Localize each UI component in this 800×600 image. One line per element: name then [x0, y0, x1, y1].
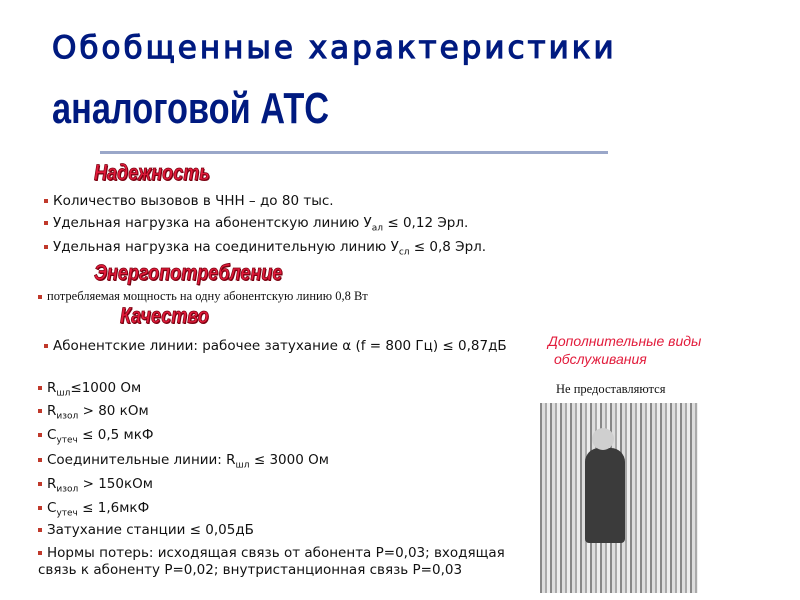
- bullet: [44, 245, 48, 249]
- heading-quality: Качество: [120, 303, 209, 328]
- bullet: [44, 221, 48, 225]
- quality-item-connecting-lines: Соединительные линии: $R_{шл} \le 3000$ Ом: [38, 452, 329, 475]
- bullet: [38, 433, 42, 437]
- reliability-item-2: Удельная нагрузка на абонентскую линию $У_{ал} \le 0,12$ Эрл.: [44, 215, 468, 238]
- technician-figure: [585, 448, 625, 543]
- title-line-2: аналоговой АТС: [52, 84, 330, 133]
- extra-services-heading-2: обслуживания: [554, 351, 647, 367]
- bullet: [38, 409, 42, 413]
- quality-item-subscriber-lines: Абонентские линии: рабочее затухание α (f = 800 Гц) ≤ 0,87дБ: [44, 338, 524, 355]
- quality-item-r-shl: $R_{шл}\le 1000$ Ом: [38, 380, 141, 403]
- heading-reliability: Надежность: [94, 160, 210, 185]
- bullet: [38, 482, 42, 486]
- bullet: [38, 551, 42, 555]
- quality-item-r-izol: $R_{изол} > 80$ кОм: [38, 403, 149, 426]
- bullet: [38, 295, 42, 299]
- bullet: [44, 199, 48, 203]
- reliability-item-3: Удельная нагрузка на соединительную линию $У_{сл} \le 0,8$ Эрл.: [44, 239, 486, 262]
- heading-power: Энергопотребление: [94, 260, 283, 285]
- bullet: [44, 344, 48, 348]
- bullet: [38, 506, 42, 510]
- divider: [100, 151, 608, 154]
- reliability-item-1: Количество вызовов в ЧНН – до 80 тыс.: [44, 193, 334, 210]
- title-line-1: Обобщенные характеристики: [52, 30, 617, 66]
- quality-item-c-utech: $C_{утеч} \le 0,5$ мкФ: [38, 427, 154, 450]
- extra-services-value: Не предоставляются: [556, 382, 666, 396]
- bullet: [38, 386, 42, 390]
- quality-item-r-izol-2: $R_{изол} > 150кОм$: [38, 476, 153, 499]
- quality-item-c-utech-2: $C_{утеч} \le 1,6мкФ$: [38, 500, 149, 523]
- quality-item-loss-norms: Нормы потерь: исходящая связь от абонента P=0,03; входящая связь к абоненту P=0,02; внутристанционная связь P=0,03: [38, 545, 505, 578]
- bullet: [38, 528, 42, 532]
- quality-item-station-attenuation: Затухание станции ≤ 0,05дБ: [38, 522, 254, 539]
- technician-head: [592, 428, 614, 450]
- power-item: потребляемая мощность на одну абонентскую линию 0,8 Вт: [38, 288, 368, 305]
- bullet: [38, 458, 42, 462]
- extra-services-heading-1: Дополнительные виды: [548, 333, 702, 349]
